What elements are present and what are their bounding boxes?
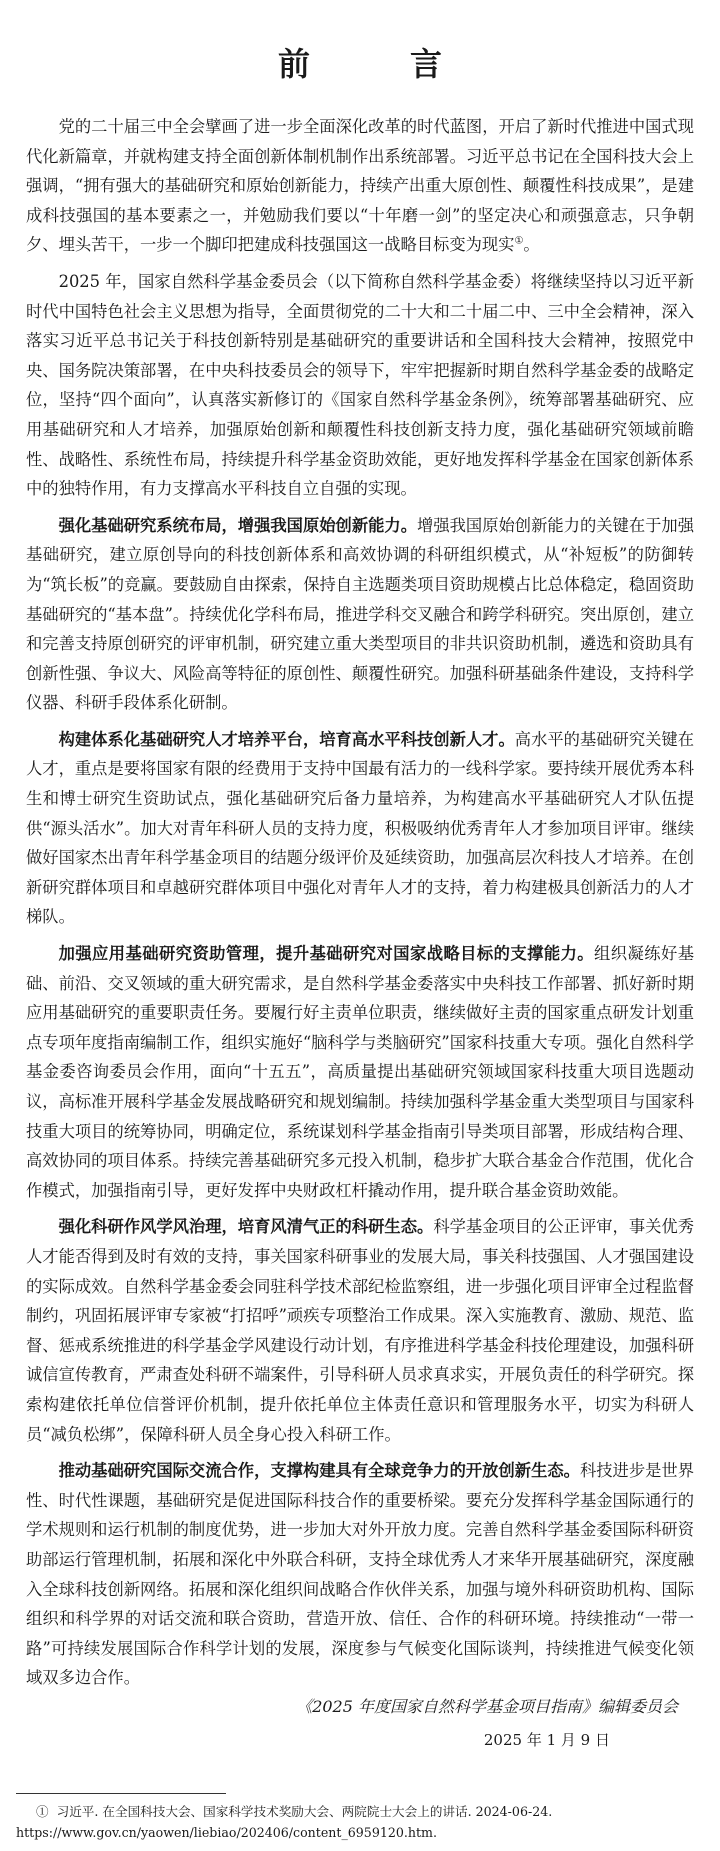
- paragraph-text: 高水平的基础研究关键在人才，重点是要将国家有限的经费用于支持中国最有活力的一线科学家。要持续开展优秀本科生和博士研究生资助试点，强化基础研究后备力量培养，为构建高水平基础研究人才队伍提供“源头活水”。加大对青年科研人员的支持力度，积极吸纳优秀青年人才参加项目评审。继续做好国家杰出青年科学基金项目的结题分级评价及延续资助，加强高层次科技人才培养。在创新研究群体项目和卓越研究群体项目中强化对青年人才的支持，着力构建极具创新活力的人才梯队。: [26, 729, 694, 927]
- signature-date: 2025 年 1 月 9 日: [483, 1731, 610, 1749]
- paragraph-tail: 。: [523, 235, 540, 255]
- paragraph-5: [26, 939, 694, 1205]
- paragraph-text: 党的二十届三中全会擘画了进一步全面深化改革的时代蓝图，开启了新时代推进中国式现代化新篇章，并就构建支持全面创新体制机制作出系统部署。习近平总书记在全国科技大会上强调，“拥有强大的基础研究和原始创新能力，持续产出重大原创性、颠覆性科技成果”，是建成科技强国的基本要素之一，并勉励我们要以“十年磨一剑”的坚定决心和顽强意志，只争朝夕、埋头苦干，一步一个脚印把建成科技强国这一战略目标变为现实: [26, 117, 694, 255]
- footnote: [16, 1801, 706, 1843]
- paragraph-2: [26, 267, 694, 504]
- footnote-marker: ①: [36, 1804, 49, 1819]
- paragraph-lead: 加强应用基础研究资助管理，提升基础研究对国家战略目标的支撑能力。: [58, 944, 595, 964]
- paragraph-3: [26, 511, 694, 718]
- paragraph-6: [26, 1212, 694, 1449]
- paragraph-lead: 强化基础研究系统布局，增强我国原始创新能力。: [58, 515, 418, 535]
- paragraph-4: [26, 725, 694, 932]
- paragraph-text: 增强我国原始创新能力的关键在于加强基础研究，建立原创导向的科技创新体系和高效协调的科研组织模式，从“补短板”的防御转为“筑长板”的竞赢。要鼓励自由探索，保持自主选题类项目资助规模占比总体稳定，稳固资助基础研究的“基本盘”。持续优化学科布局，推进学科交叉融合和跨学科研究。突出原创，建立和完善支持原创研究的评审机制，研究建立重大类型项目的非共识资助机制，遴选和资助具有创新性强、争议大、风险高等特征的原创性、颠覆性研究。加强科研基础条件建设，支持科学仪器、科研手段体系化研制。: [26, 515, 694, 713]
- paragraph-text: 组织凝练好基础、前沿、交叉领域的重大研究需求，是自然科学基金委落实中央科技工作部署、抓好新时期应用基础研究的重要职责任务。要履行好主责单位职责，继续做好主责的国家重点研发计划重点专项年度指南编制工作，组织实施好“脑科学与类脑研究”国家科技重大专项。强化自然科学基金委咨询委员会作用，面向“十五五”，高质量提出基础研究领域国家科技重大项目选题动议，高标准开展科学基金发展战略研究和规划编制。持续加强科学基金重大类型项目与国家科技重大项目的统筹协同，明确定位，系统谋划科学基金指南引导类项目部署，形成结构合理、高效协同的项目体系。持续完善基础研究多元投入机制，稳步扩大联合基金合作范围，优化合作模式，加强指南引导，更好发挥中央财政杠杆撬动作用，提升联合基金资助效能。: [26, 944, 694, 1200]
- paragraph-lead: 强化科研作风学风治理，培育风清气正的科研生态。: [58, 1217, 434, 1237]
- paragraph-text: 2025 年，国家自然科学基金委员会（以下简称自然科学基金委）将继续坚持以习近平新时代中国特色社会主义思想为指导，全面贯彻党的二十大和二十届二中、三中全会精神，深入落实习近平总书记关于科技创新特别是基础研究的重要讲话和全国科技大会精神，按照党中央、国务院决策部署，在中央科技委员会的领导下，牢牢把握新时期自然科学基金委的战略定位，坚持“四个面向”，认真落实新修订的《国家自然科学基金条例》，统筹部署基础研究、应用基础研究和人才培养，加强原始创新和颠覆性科技创新支持力度，强化基础研究领域前瞻性、战略性、系统性布局，持续提升科学基金资助效能，更好地发挥科学基金在国家创新体系中的独特作用，有力支撑高水平科技自立自强的实现。: [26, 271, 694, 499]
- paragraph-text: 科技进步是世界性、时代性课题，基础研究是促进国际科技合作的重要桥梁。要充分发挥科学基金国际通行的学术规则和运行机制的制度优势，进一步加大对外开放力度。完善自然科学基金委国际科研资助部运行管理机制，拓展和深化中外联合科研，支持全球优秀人才来华开展基础研究，深度融入全球科技创新网络。拓展和深化组织间战略合作伙伴关系，加强与境外科研资助机构、国际组织和科学界的对话交流和联合资助，营造开放、信任、合作的科研环境。持续推动“一带一路”可持续发展国际合作科学计划的发展，深度参与气候变化国际谈判，持续推进气候变化领域双多边合作。: [26, 1461, 694, 1688]
- editorial-committee-signature: 《2025 年度国家自然科学基金项目指南》编辑委员会: [296, 1697, 678, 1716]
- paragraph-lead: 推动基础研究国际交流合作，支撑构建具有全球竞争力的开放创新生态。: [58, 1461, 580, 1481]
- paragraph-1: [26, 112, 694, 260]
- page-title: 前 言: [277, 45, 476, 83]
- paragraph-text: 科学基金项目的公正评审，事关优秀人才能否得到及时有效的支持，事关国家科研事业的发展大局，事关科技强国、人才强国建设的实际成效。自然科学基金委会同驻科学技术部纪检监察组，进一步强化项目评审全过程监督制约，巩固拓展评审专家被“打招呼”顽疾专项整治工作成果。深入实施教育、激励、规范、监督、惩戒系统推进的科学基金学风建设行动计划，有序推进科学基金科技伦理建设，加强科研诚信宣传教育，严肃查处科研不端案件，引导科研人员求真求实，开展负责任的科学研究。探索构建依托单位信誉评价机制，提升依托单位主体责任意识和管理服务水平，切实为科研人员“减负松绑”，保障科研人员全身心投入科研工作。: [26, 1217, 694, 1444]
- footnote-text: 习近平. 在全国科技大会、国家科学技术奖励大会、两院院士大会上的讲话. 2024-06-24. https://www.gov.cn/yaowen/liebiao/202406/content_6959120.htm.: [16, 1804, 553, 1840]
- footnote-divider: [16, 1793, 226, 1794]
- paragraph-7: [26, 1456, 694, 1693]
- preface-body: [26, 112, 694, 1700]
- footnote-ref[interactable]: ①: [514, 235, 524, 247]
- paragraph-lead: 构建体系化基础研究人才培养平台，培育高水平科技创新人才。: [58, 729, 515, 749]
